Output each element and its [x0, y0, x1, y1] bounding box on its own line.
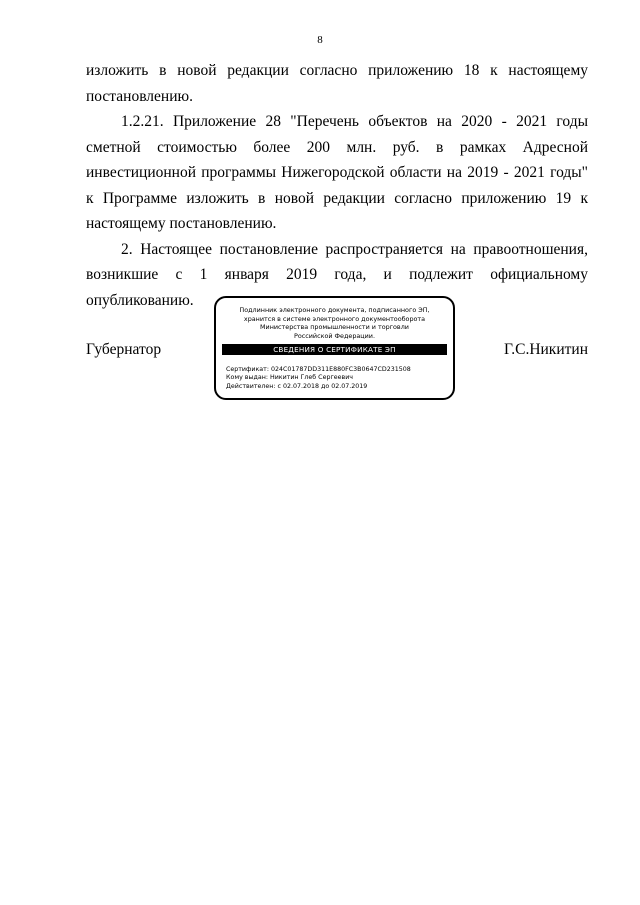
paragraph-item-2: 2. Настоящее постановление распространяется на правоотношения, возникшие с 1 января 2019 года, и подлежит официальному опубликованию.	[86, 240, 588, 309]
certificate-value: 024C01787DD311E880FC3B0647CD231508	[270, 366, 411, 373]
certificate-info-bar: СВЕДЕНИЯ О СЕРТИФИКАТЕ ЭП	[222, 344, 447, 355]
certificate-label: Сертификат:	[226, 366, 269, 373]
electronic-signature-stamp	[214, 296, 455, 400]
validity-row	[226, 383, 447, 391]
certificate-details	[226, 366, 447, 391]
issued-to-label: Кому выдан:	[226, 374, 268, 382]
document-body	[86, 58, 588, 313]
paragraph-continuation: изложить в новой редакции согласно приложению 18 к настоящему постановлению.	[86, 62, 588, 105]
stamp-header-line: хранится в системе электронного документооборота	[243, 314, 426, 323]
issued-to-row	[226, 374, 447, 382]
signer-title: Губернатор	[86, 341, 162, 358]
validity-value: с 02.07.2018 до 02.07.2019	[277, 382, 368, 390]
stamp-header	[222, 306, 447, 340]
stamp-header-line: Министерства промышленности и торговли	[260, 323, 409, 332]
stamp-header-line: Российской Федерации.	[293, 331, 375, 340]
signer-name: Г.С.Никитин	[504, 341, 588, 358]
validity-label: Действителен:	[226, 382, 276, 390]
signature-block	[86, 296, 588, 402]
issued-to-value: Никитин Глеб Сергеевич	[269, 374, 354, 382]
stamp-header-line: Подлинник электронного документа, подписанного ЭП,	[239, 306, 430, 314]
paragraph-item-1-2-21: 1.2.21. Приложение 28 "Перечень объектов на 2020 - 2021 годы сметной стоимостью более 200 млн. руб. в рамках Адресной инвестиционной программы Нижегородской области на 2019 - 2021 годы" к Программе изложить в новой редакции согласно приложению 19 к настоящему постановлению.	[86, 113, 588, 232]
page-number: 8	[317, 34, 323, 46]
